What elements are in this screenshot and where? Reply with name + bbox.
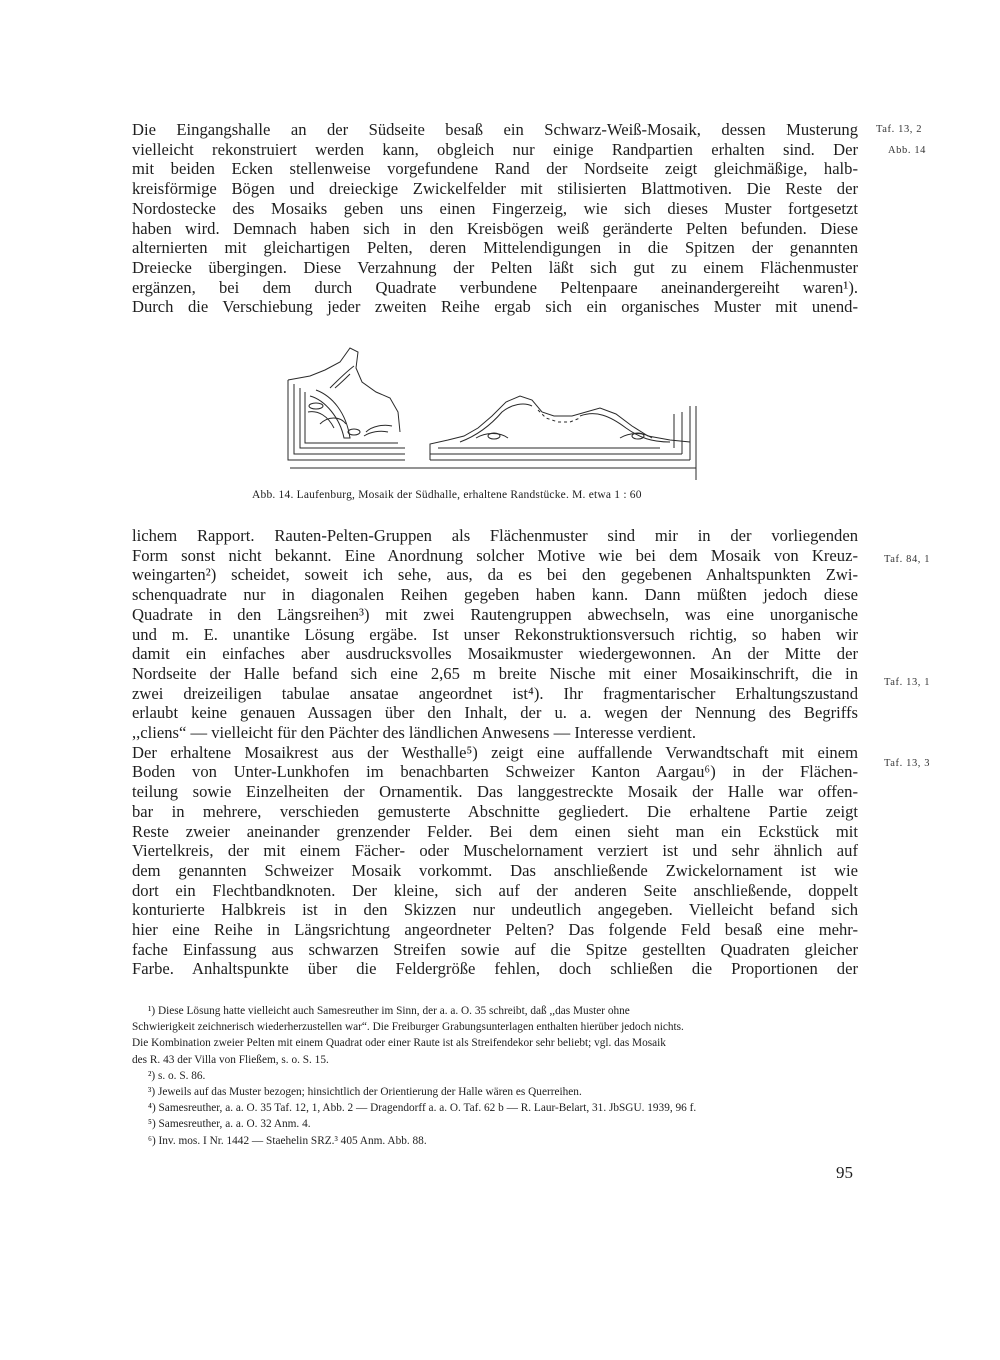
text-line: Quadrate in den Längsreihen³) mit zwei Rautengruppen abwechseln, was eine unorganische bbox=[132, 604, 858, 624]
text-line: hier eine Reihe in Längsrichtung angeordneter Pelten? Das folgende Feld besaß eine mehr- bbox=[132, 920, 858, 940]
mosaic-fragment-drawing bbox=[280, 340, 720, 490]
page-number: 95 bbox=[836, 1163, 853, 1182]
text-line: damit ein einfaches aber ausdrucksvolles Mosaikmuster wiedergewonnen. An der Mitte der bbox=[132, 644, 858, 664]
footnote-line: des R. 43 der Villa von Fließem, s. o. S. 15. bbox=[132, 1053, 329, 1066]
text-line: Nordseite der Halle befand sich eine 2,65 m breite Nische mit einer Mosaikinschrift, die in bbox=[132, 663, 858, 683]
footnote-line: ³) Jeweils auf das Muster bezogen; hinsichtlich der Orientierung der Halle wären es Querreihen. bbox=[148, 1086, 582, 1099]
margin-note-taf-13-1: Taf. 13, 1 bbox=[884, 677, 931, 688]
text-line: vielleicht rekonstruiert werden kann, obgleich nur einige Randpartien erhalten sind. Der bbox=[132, 139, 858, 159]
text-line: dort ein Flechtbandknoten. Der kleine, sich auf der anderen Seite anschließende, doppelt bbox=[132, 880, 858, 900]
text-line: dem genannten Schweizer Mosaik vorkommt. Das anschließende Zwickelornament ist wie bbox=[132, 860, 858, 880]
text-line: ergänzen, bei dem durch Quadrate verbundene Peltenpaare aneinandergereiht waren¹). bbox=[132, 277, 858, 297]
margin-note-taf-13-2: Taf. 13, 2 bbox=[876, 124, 923, 135]
footnote-line: ⁴) Samesreuther, a. a. O. 35 Taf. 12, 1, Abb. 2 — Dragendorff a. a. O. Taf. 62 b — R. Laur-Belart, 31. JbSGU. 1939, 96 f. bbox=[148, 1102, 697, 1115]
footnote-line: ²) s. o. S. 86. bbox=[148, 1069, 206, 1082]
text-line: schenquadrate nur in diagonalen Reihen gegeben haben kann. Dann müßten jedoch diese bbox=[132, 585, 858, 605]
text-line: Boden von Unter-Lunkhofen im benachbarten Schweizer Kanton Aargau⁶) in der Flächen- bbox=[132, 762, 858, 782]
footnote-line: Schwierigkeit zeichnerisch wiederherzustellen war“. Die Freiburger Grabungsunterlagen enthalten hierüber jedoch nichts. bbox=[132, 1021, 684, 1034]
text-line: weingarten²) scheidet, soweit ich sehe, aus, da es bei den gegebenen Anhaltspunkten Zwi- bbox=[132, 565, 858, 585]
text-line: alternierten mit gleichartigen Pelten, deren Mittelendigungen in die Spitzen der genannten bbox=[132, 238, 858, 258]
text-line: Viertelkreis, der mit einem Fächer- oder Muschelornament verziert ist und sehr ähnlich auf bbox=[132, 841, 858, 861]
text-line: ,,cliens“ — vielleicht für den Pächter des ländlichen Anwesens — Interesse verdient. bbox=[132, 723, 697, 743]
mosaic-fragment-figure bbox=[280, 340, 720, 490]
footnote-line: ¹) Diese Lösung hatte vielleicht auch Samesreuther im Sinn, der a. a. O. 35 schreibt, daß ,,das Muster ohne bbox=[148, 1005, 630, 1017]
footnote-line: ⁶) Inv. mos. I Nr. 1442 — Staehelin SRZ.³ 405 Anm. Abb. 88. bbox=[148, 1134, 427, 1147]
text-line: und m. E. unantike Lösung ergäbe. Ist unser Rekonstruktionsversuch richtig, so haben wir bbox=[132, 624, 858, 644]
text-line: Die Eingangshalle an der Südseite besaß ein Schwarz-Weiß-Mosaik, dessen Musterung bbox=[132, 120, 858, 139]
paragraph-1 bbox=[132, 120, 858, 317]
text-line: mit beiden Ecken stellenweise vorgefundene Rand der Nordseite zeigt gleichmäßige, halb- bbox=[132, 159, 858, 179]
text-line: Form sonst nicht bekannt. Eine Anordnung solcher Motive wie bei dem Mosaik von Kreuz- bbox=[132, 545, 858, 565]
footnotes bbox=[132, 1003, 862, 1149]
text-line: konturierte Halbkreis ist in den Skizzen nur undeutlich angegeben. Vielleicht befand sich bbox=[132, 900, 858, 920]
text-line: Der erhaltene Mosaikrest aus der Westhalle⁵) zeigt eine auffallende Verwandtschaft mit einem bbox=[132, 742, 858, 762]
footnote-line: Die Kombination zweier Pelten mit einem Quadrat oder einer Raute ist als Streifendekor sehr beliebt; vgl. das Mosaik bbox=[132, 1037, 666, 1050]
text-line: Durch die Verschiebung jeder zweiten Reihe ergab sich ein organisches Muster mit unend- bbox=[132, 297, 858, 317]
margin-note-taf-84-1: Taf. 84, 1 bbox=[884, 554, 931, 565]
text-line: Dreiecke übergingen. Diese Verzahnung der Pelten läßt sich gut zu einem Flächenmuster bbox=[132, 257, 858, 277]
text-line: bar in mehrere, verschieden gemusterte Abschnitte gegliedert. Die erhaltene Partie zeigt bbox=[132, 801, 858, 821]
text-line: zwei dreizeiligen tabulae ansatae angeordnet ist⁴). Ihr fragmentarischer Erhaltungszustand bbox=[132, 683, 858, 703]
margin-note-taf-13-3: Taf. 13, 3 bbox=[884, 758, 931, 769]
text-line: fache Einfassung aus schwarzen Streifen sowie auf die Spitze gestellten Quadraten gleicher bbox=[132, 939, 858, 959]
text-line: teilung sowie Einzelheiten der Ornamentik. Das langgestreckte Mosaik der Halle war offen- bbox=[132, 782, 858, 802]
text-line: Nordostecke des Mosaiks geben uns einen Fingerzeig, wie sich dieses Muster fortgesetzt bbox=[132, 198, 858, 218]
text-line: Reste zweier aneinander grenzender Felder. Bei dem einen sieht man ein Eckstück mit bbox=[132, 821, 858, 841]
margin-note-abb-14: Abb. 14 bbox=[888, 145, 927, 156]
text-line: kreisförmige Bögen und dreieckige Zwickelfelder mit stilisierten Blattmotiven. Die Reste der bbox=[132, 179, 858, 199]
text-line: haben wird. Demnach haben sich in den Kreisbögen weiß geränderte Pelten befunden. Diese bbox=[132, 218, 858, 238]
footnote-line: ⁵) Samesreuther, a. a. O. 32 Anm. 4. bbox=[148, 1118, 311, 1131]
text-line: erlaubt keine genauen Aussagen über den Inhalt, der u. a. wegen der Nennung des Begriffs bbox=[132, 703, 858, 723]
text-line: lichem Rapport. Rauten-Pelten-Gruppen als Flächenmuster sind mir in der vorliegenden bbox=[132, 526, 858, 545]
figure-caption: Abb. 14. Laufenburg, Mosaik der Südhalle, erhaltene Randstücke. M. etwa 1 : 60 bbox=[252, 489, 642, 501]
text-line: Farbe. Anhaltspunkte über die Feldergröße fehlen, doch schließen die Proportionen der bbox=[132, 959, 858, 979]
paragraph-2 bbox=[132, 526, 858, 979]
